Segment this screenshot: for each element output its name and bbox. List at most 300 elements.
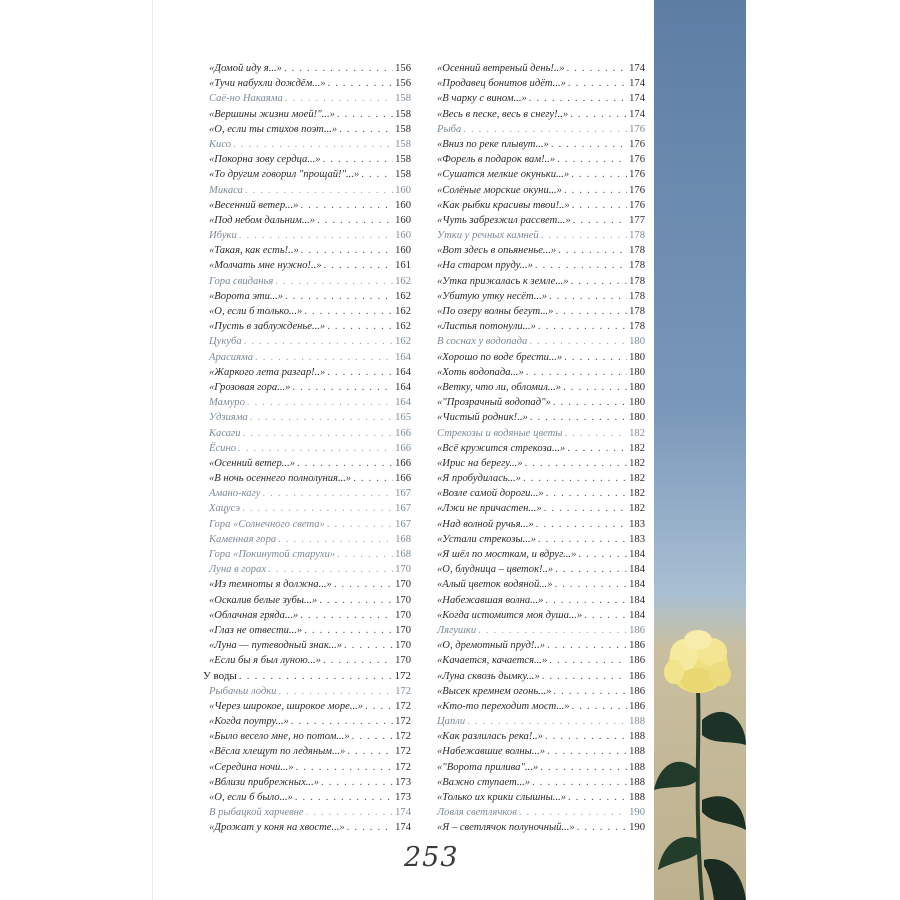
dot-leader — [525, 456, 628, 471]
dot-leader — [317, 213, 393, 228]
toc-section-row — [437, 805, 645, 820]
toc-left-column — [203, 61, 411, 836]
toc-page-number: 172 — [395, 685, 411, 697]
toc-section-row — [209, 501, 411, 516]
dot-leader — [564, 426, 627, 441]
dot-leader — [541, 228, 627, 243]
dot-leader — [297, 456, 393, 471]
dot-leader — [321, 775, 393, 790]
toc-entry-row — [437, 213, 645, 228]
toc-title: Амано-кагу — [209, 488, 261, 500]
toc-title: «О, если б было...» — [209, 792, 293, 803]
toc-title: «Вблизи прибрежных...» — [209, 776, 320, 788]
toc-title: У воды — [203, 669, 237, 682]
dot-leader — [327, 517, 393, 532]
toc-title: Цапли — [437, 716, 466, 728]
toc-entry-row — [437, 152, 645, 167]
page-number: 253 — [404, 842, 459, 873]
toc-entry-row — [209, 456, 411, 471]
dot-leader — [555, 562, 627, 577]
toc-section-row — [209, 274, 411, 289]
dot-leader — [365, 699, 393, 714]
toc-section-row — [209, 684, 411, 699]
dot-leader — [337, 547, 393, 562]
dot-leader — [278, 684, 393, 699]
toc-page-number: 168 — [395, 549, 411, 560]
toc-page-number: 160 — [395, 230, 411, 242]
toc-title: «Облачная гряда...» — [209, 609, 299, 621]
toc-entry-row — [209, 289, 411, 304]
toc-page-number: 158 — [395, 108, 411, 120]
toc-title: «"Прозрачный водопад"» — [437, 397, 551, 409]
dot-leader — [285, 91, 393, 106]
toc-page-number: 183 — [629, 518, 645, 530]
dot-leader — [337, 107, 393, 122]
toc-title: «Глаз не отвести...» — [209, 624, 303, 636]
toc-entry-row — [437, 456, 645, 471]
toc-page-number: 174 — [395, 807, 411, 819]
toc-entry-row — [209, 76, 411, 91]
toc-section-row — [437, 228, 645, 243]
toc-entry-row — [437, 198, 645, 213]
toc-page-number: 172 — [395, 761, 411, 773]
dot-leader — [568, 790, 627, 805]
toc-title: «Я – светлячок полуночный...» — [437, 822, 575, 834]
toc-entry-row — [209, 775, 411, 790]
toc-page-number: 182 — [629, 457, 645, 469]
toc-entry-row — [437, 760, 645, 775]
toc-page-number: 182 — [629, 503, 645, 515]
toc-section-row — [209, 426, 411, 441]
toc-title: «Хоть водопада...» — [437, 366, 524, 378]
toc-page-number: 178 — [629, 321, 645, 333]
toc-entry-row — [437, 441, 645, 456]
toc-page-number: 176 — [629, 138, 645, 150]
toc-entry-row — [209, 653, 411, 668]
toc-page-number: 180 — [629, 366, 645, 378]
toc-entry-row — [209, 729, 411, 744]
toc-title: «Луна сквозь дымку...» — [437, 670, 540, 682]
dot-leader — [564, 350, 627, 365]
toc-title: «Весь в песке, весь в снегу!..» — [437, 108, 569, 120]
toc-page-number: 188 — [629, 731, 645, 743]
toc-section-row — [437, 426, 645, 441]
toc-page-number: 164 — [395, 381, 411, 393]
toc-page-number: 165 — [395, 412, 411, 424]
toc-entry-row — [437, 729, 645, 744]
toc-entry-row — [209, 198, 411, 213]
toc-entry-row — [437, 532, 645, 547]
toc-entry-row — [209, 380, 411, 395]
toc-page-number: 178 — [629, 260, 645, 272]
toc-page-number: 158 — [395, 154, 411, 166]
toc-page-number: 190 — [629, 807, 645, 819]
dot-leader — [549, 289, 627, 304]
toc-title: «Чистый родник!..» — [437, 412, 528, 424]
dot-leader — [546, 486, 627, 501]
toc-title: «Осенний ветреный день!..» — [437, 63, 565, 74]
dot-leader — [324, 258, 394, 273]
toc-page-number: 170 — [395, 594, 411, 606]
toc-title: «Над волной ручья...» — [437, 518, 534, 530]
toc-section-row — [209, 805, 411, 820]
toc-entry-row — [209, 304, 411, 319]
toc-section-row — [209, 562, 411, 577]
toc-page-number: 158 — [395, 93, 411, 105]
toc-entry-row — [437, 61, 645, 76]
toc-page-number: 170 — [395, 564, 411, 576]
dot-leader — [535, 258, 627, 273]
toc-entry-row — [437, 486, 645, 501]
dot-leader — [538, 532, 627, 547]
dot-leader — [291, 714, 393, 729]
toc-title: «Вёсла хлещут по ледяным...» — [209, 746, 346, 758]
toc-title: Гора «Солнечного света» — [209, 518, 325, 530]
toc-section-row — [209, 532, 411, 547]
dot-leader — [238, 441, 393, 456]
toc-title: Утки у речных камней — [437, 230, 539, 242]
dot-leader — [300, 198, 393, 213]
toc-entry-row — [209, 213, 411, 228]
toc-title: «Если бы я был луною...» — [209, 655, 321, 667]
toc-page-number: 186 — [629, 640, 645, 652]
toc-title: «Осенний ветер...» — [209, 457, 296, 469]
dot-leader — [244, 334, 393, 349]
toc-page-number: 172 — [395, 716, 411, 728]
toc-entry-row — [437, 243, 645, 258]
dot-leader — [296, 760, 394, 775]
dot-leader — [327, 365, 393, 380]
toc-title: В соснах у водопада — [437, 336, 528, 348]
toc-title: «Вершины жизни моей!"...» — [209, 108, 335, 120]
toc-page-number: 182 — [629, 442, 645, 454]
toc-page-number: 173 — [395, 776, 411, 788]
dot-leader — [573, 213, 627, 228]
dot-leader — [268, 562, 393, 577]
toc-entry-row — [209, 152, 411, 167]
toc-page-number: 186 — [629, 700, 645, 712]
toc-entry-row — [437, 744, 645, 759]
toc-entry-row — [437, 775, 645, 790]
toc-page-number: 178 — [629, 275, 645, 287]
dot-leader — [292, 380, 393, 395]
toc-page-number: 162 — [395, 290, 411, 302]
toc-entry-row — [437, 638, 645, 653]
toc-title: «Под небом дальним...» — [209, 214, 316, 226]
dot-leader — [551, 137, 627, 152]
toc-page-number: 184 — [629, 549, 645, 560]
toc-entry-row — [437, 501, 645, 516]
toc-title: «Качается, качается...» — [437, 655, 548, 667]
toc-entry-row — [437, 365, 645, 380]
toc-title: «Набежавшие волны...» — [437, 746, 546, 758]
toc-title: «Было весело мне, но потом...» — [209, 731, 350, 743]
toc-page-number: 176 — [629, 184, 645, 196]
toc-title: «В ночь осеннего полнолуния...» — [209, 473, 352, 485]
dot-leader — [532, 775, 627, 790]
toc-entry-row — [437, 258, 645, 273]
dot-leader — [295, 790, 393, 805]
toc-page-number: 160 — [395, 214, 411, 226]
toc-title: Кисо — [209, 138, 232, 150]
toc-section-row — [209, 395, 411, 410]
toc-title: «Продавец бонитов идёт...» — [437, 78, 566, 90]
toc-entry-row — [209, 820, 411, 835]
dot-leader — [571, 167, 627, 182]
dot-leader — [278, 532, 393, 547]
toc-part-heading — [203, 669, 411, 684]
toc-page-number: 156 — [395, 63, 411, 74]
toc-section-row — [209, 350, 411, 365]
toc-entry-row — [437, 91, 645, 106]
dot-leader — [323, 152, 394, 167]
dot-leader — [467, 714, 627, 729]
toc-section-row — [437, 334, 645, 349]
toc-page-number: 182 — [629, 473, 645, 485]
toc-page-number: 188 — [629, 761, 645, 773]
toc-entry-row — [209, 608, 411, 623]
dot-leader — [339, 122, 393, 137]
toc-page-number: 166 — [395, 442, 411, 454]
dot-leader — [526, 365, 627, 380]
dot-leader — [239, 228, 393, 243]
toc-title: Ёсино — [209, 442, 237, 454]
toc-entry-row — [437, 183, 645, 198]
toc-title: «Луна — путеводный знак...» — [209, 640, 343, 652]
toc-title: Лягушки — [437, 624, 477, 636]
toc-title: «Оскалив белые зубы...» — [209, 594, 318, 606]
toc-section-row — [209, 228, 411, 243]
toc-entry-row — [437, 790, 645, 805]
toc-page-number: 184 — [629, 579, 645, 591]
toc-page-number: 164 — [395, 397, 411, 409]
dot-leader — [284, 61, 393, 76]
toc-entry-row — [209, 744, 411, 759]
dot-leader — [334, 577, 393, 592]
toc-page-number: 186 — [629, 624, 645, 636]
toc-page-number: 160 — [395, 199, 411, 211]
dot-leader — [247, 395, 393, 410]
toc-section-row — [209, 334, 411, 349]
toc-title: «Молчать мне нужно!..» — [209, 260, 322, 272]
toc-page-number: 167 — [395, 488, 411, 500]
toc-page-number: 167 — [395, 503, 411, 515]
toc-title: Цукуба — [209, 336, 242, 348]
toc-title: «Через широкое, широкое море...» — [209, 700, 364, 712]
toc-title: Рыба — [437, 123, 462, 135]
toc-page-number: 164 — [395, 351, 411, 363]
toc-entry-row — [437, 410, 645, 425]
toc-section-row — [209, 486, 411, 501]
toc-page-number: 182 — [629, 488, 645, 500]
dot-leader — [564, 183, 627, 198]
toc-title: «Важно ступает...» — [437, 776, 531, 788]
toc-entry-row — [209, 699, 411, 714]
toc-title: «Солёные морские окуни...» — [437, 184, 562, 196]
dot-leader — [547, 638, 627, 653]
toc-page-number: 172 — [395, 731, 411, 743]
toc-title: «Когда истомится моя душа...» — [437, 609, 583, 621]
toc-title: Гора свиданья — [209, 275, 274, 287]
toc-page-number: 184 — [629, 594, 645, 606]
toc-title: «То другим говорил "прощай!"...» — [209, 169, 360, 181]
dot-leader — [536, 517, 627, 532]
toc-title: «"Ворота прилива"...» — [437, 761, 539, 773]
toc-title: «Середина ночи...» — [209, 761, 294, 773]
toc-title: Касаги — [209, 427, 241, 439]
dot-leader — [327, 319, 393, 334]
toc-title: «Ворота эти...» — [209, 290, 284, 302]
toc-title: Каменная гора — [209, 533, 277, 545]
toc-page-number: 168 — [395, 533, 411, 545]
toc-title: «Жаркого лета разгар!..» — [209, 366, 326, 378]
toc-page-number: 190 — [629, 822, 645, 834]
toc-title: Арасияма — [209, 351, 254, 363]
dot-leader — [530, 410, 627, 425]
toc-page-number: 178 — [629, 290, 645, 302]
toc-page-number: 166 — [395, 427, 411, 439]
toc-section-row — [209, 91, 411, 106]
dot-leader — [239, 669, 393, 684]
toc-title: «Как рыбки красивы твои!..» — [437, 199, 570, 211]
toc-section-row — [209, 410, 411, 425]
toc-page-number: 170 — [395, 624, 411, 636]
toc-page-number: 180 — [629, 397, 645, 409]
dot-leader — [523, 471, 627, 486]
toc-title: Луна в горах — [209, 564, 267, 576]
toc-page-number: 174 — [629, 108, 645, 120]
toc-title: «Дрожат у коня на хвосте...» — [209, 822, 345, 834]
toc-entry-row — [437, 577, 645, 592]
toc-title: «Вот здесь в опьяненье...» — [437, 245, 557, 257]
toc-page-number: 172 — [394, 669, 411, 682]
toc-title: «Всё кружится стрекоза...» — [437, 442, 566, 454]
toc-page-number: 180 — [629, 381, 645, 393]
toc-page-number: 188 — [629, 776, 645, 788]
toc-page-number: 162 — [395, 275, 411, 287]
toc-title: Мамуро — [209, 397, 245, 409]
dot-leader — [323, 653, 393, 668]
dot-leader — [519, 805, 627, 820]
toc-page-number: 188 — [629, 716, 645, 728]
toc-page-number: 178 — [629, 245, 645, 257]
toc-title: «Алый цветок водяной...» — [437, 579, 553, 591]
toc-entry-row — [437, 517, 645, 532]
sky-background — [654, 0, 746, 900]
dot-leader — [242, 501, 393, 516]
toc-page-number: 173 — [395, 792, 411, 803]
dot-leader — [285, 289, 393, 304]
toc-section-row — [437, 623, 645, 638]
dot-leader — [549, 653, 627, 668]
dot-leader — [545, 729, 627, 744]
dot-leader — [571, 274, 628, 289]
toc-page-number: 164 — [395, 366, 411, 378]
dot-leader — [301, 243, 393, 258]
toc-entry-row — [437, 274, 645, 289]
toc-entry-row — [209, 577, 411, 592]
toc-entry-row — [209, 714, 411, 729]
toc-section-row — [437, 122, 645, 137]
toc-title: «Набежавшая волна...» — [437, 594, 544, 606]
toc-page-number: 180 — [629, 412, 645, 424]
toc-title: «Кто-то переходит мост...» — [437, 700, 570, 712]
dot-leader — [555, 304, 627, 319]
toc-entry-row — [209, 319, 411, 334]
dot-leader — [275, 274, 393, 289]
dot-leader — [553, 395, 627, 410]
toc-title: «Я пробудилась...» — [437, 473, 521, 485]
toc-entry-row — [209, 122, 411, 137]
dot-leader — [555, 577, 628, 592]
toc-entry-row — [437, 562, 645, 577]
toc-title: «О, если ты стихов поэт...» — [209, 123, 338, 135]
toc-page-number: 166 — [395, 457, 411, 469]
dot-leader — [245, 183, 393, 198]
toc-entry-row — [209, 167, 411, 182]
dot-leader — [344, 638, 393, 653]
toc-title: «Устали стрекозы...» — [437, 533, 536, 545]
dot-leader — [568, 76, 627, 91]
toc-title: «О, дремотный пруд!..» — [437, 640, 546, 652]
toc-page-number: 176 — [629, 199, 645, 211]
dot-leader — [563, 380, 627, 395]
dot-leader — [584, 608, 627, 623]
toc-section-row — [209, 547, 411, 562]
toc-page-number: 162 — [395, 336, 411, 348]
dot-leader — [545, 593, 627, 608]
toc-page-number: 184 — [629, 564, 645, 576]
dot-leader — [570, 107, 627, 122]
dot-leader — [547, 744, 627, 759]
toc-title: «Покорна зову сердца...» — [209, 154, 321, 166]
toc-title: «Ирис на берегу...» — [437, 457, 523, 469]
toc-page-number: 174 — [629, 93, 645, 105]
toc-page-number: 160 — [395, 245, 411, 257]
toc-page-number: 172 — [395, 700, 411, 712]
toc-page-number: 170 — [395, 609, 411, 621]
dot-leader — [529, 91, 627, 106]
toc-title: «Пусть в заблужденье...» — [209, 321, 326, 333]
dot-leader — [542, 669, 627, 684]
toc-section-row — [209, 517, 411, 532]
toc-page-number: 162 — [395, 306, 411, 317]
dot-leader — [558, 243, 627, 258]
toc-page-number: 174 — [629, 63, 645, 74]
toc-entry-row — [437, 684, 645, 699]
toc-title: В рыбацкой харчевне — [209, 807, 304, 819]
toc-page-number: 170 — [395, 640, 411, 652]
toc-entry-row — [437, 669, 645, 684]
toc-page-number: 186 — [629, 670, 645, 682]
toc-title: «Убитую утку несёт...» — [437, 290, 548, 302]
toc-page-number: 176 — [629, 169, 645, 181]
toc-page-number: 188 — [629, 746, 645, 758]
dot-leader — [572, 198, 627, 213]
toc-title: «Ветку, что ли, обломил...» — [437, 381, 562, 393]
toc-entry-row — [209, 258, 411, 273]
toc-page-number: 180 — [629, 351, 645, 363]
toc-title: «Чуть забрезжил рассвет...» — [437, 214, 571, 226]
dot-leader — [328, 76, 394, 91]
toc-page-number: 160 — [395, 184, 411, 196]
toc-entry-row — [437, 820, 645, 835]
toc-entry-row — [437, 289, 645, 304]
dot-leader — [538, 319, 627, 334]
toc-section-row — [209, 441, 411, 456]
toc-page-number: 162 — [395, 321, 411, 333]
toc-page-number: 156 — [395, 78, 411, 90]
